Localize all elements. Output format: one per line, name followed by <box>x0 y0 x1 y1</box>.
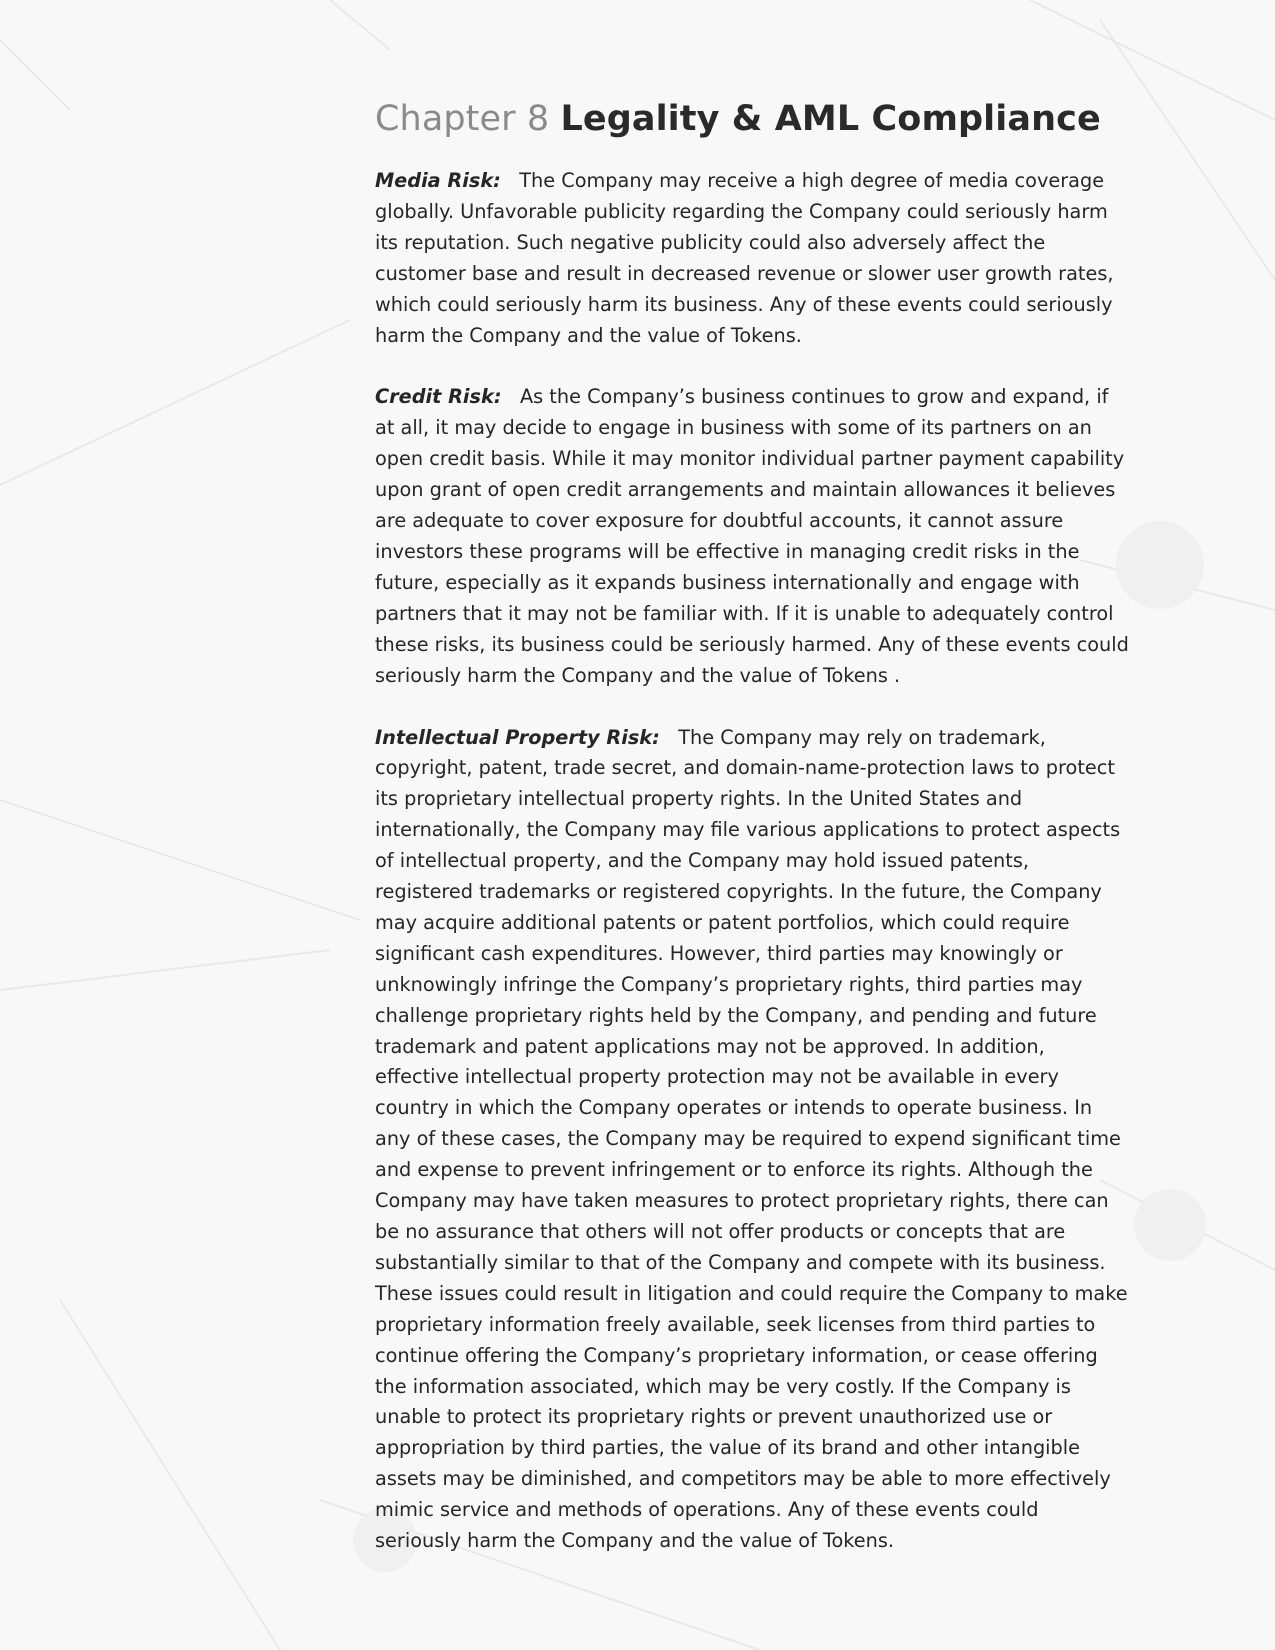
network-node <box>1134 1189 1206 1261</box>
media-risk-label: Media Risk: <box>375 169 501 192</box>
network-line <box>330 0 390 50</box>
chapter-number: Chapter 8 <box>375 99 550 139</box>
network-line <box>60 1300 280 1650</box>
credit-risk-label: Credit Risk: <box>375 385 502 409</box>
intellectual-property-risk-label: Intellectual Property Risk: <box>375 725 660 749</box>
network-line <box>0 800 360 920</box>
credit-risk-paragraph <box>375 382 1130 691</box>
document-page <box>375 96 1130 1588</box>
media-risk-text: The Company may receive a high degree of media coverage globally. Unfavorable publicity regarding the Company could seriously harm its reputation. Such negative publicity could also adversely affect the customer base and result in decreased revenue or slower user growth rates, which could seriously harm its business. Any of these events could seriously harm the Company and the value of Tokens. <box>375 169 1114 347</box>
intellectual-property-risk-text: The Company may rely on trademark, copyright, patent, trade secret, and domain-name-protection laws to protect its proprietary intellectual property rights. In the United States and internationally, the Company may file various applications to protect aspects of intellectual property, and the Company may hold issued patents, registered trademarks or registered copyrights. In the future, the Company may acquire additional patents or patent portfolios, which could require significant cash expenditures. However, third parties may knowingly or unknowingly infringe the Company’s proprietary rights, third parties may challenge proprietary rights held by the Company, and pending and future trademark and patent applications may not be approved. In addition, effective intellectual property protection may not be available in every country in which the Company operates or intends to operate business. In any of these cases, the Company may be required to expend significant time and expense to prevent infringement or to enforce its rights. Although the Company may have taken measures to protect proprietary rights, there can be no assurance that others will not offer products or concepts that are substantially similar to that of the Company and compete with its business. These issues could result in litigation and could require the Company to make proprietary information freely available, seek licenses from third parties to continue offering the Company’s proprietary information, or cease offering the information associated, which may be very costly. If the Company is unable to protect its proprietary rights or prevent unauthorized use or appropriation by third parties, the value of its brand and other intangible assets may be diminished, and competitors may be able to more effectively mimic service and methods of operations. Any of these events could seriously harm the Company and the value of Tokens. <box>375 725 1128 1553</box>
chapter-heading <box>375 96 1130 142</box>
network-line <box>0 40 70 110</box>
credit-risk-text: As the Company’s business continues to grow and expand, if at all, it may decide to engage in business with some of its partners on an open credit basis. While it may monitor individual partner payment capability upon grant of open credit arrangements and maintain allowances it believes are adequate to cover exposure for doubtful accounts, it cannot assure investors these programs will be effective in managing credit risks in the future, especially as it expands business internationally and engage with partners that it may not be familiar with. If it is unable to adequately control these risks, its business could be seriously harmed. Any of these events could seriously harm the Company and the value of Tokens . <box>375 385 1129 687</box>
media-risk-paragraph <box>375 166 1130 351</box>
chapter-title: Legality & AML Compliance <box>560 99 1101 139</box>
network-line <box>0 320 350 485</box>
intellectual-property-risk-paragraph <box>375 723 1130 1557</box>
network-line <box>0 950 330 990</box>
